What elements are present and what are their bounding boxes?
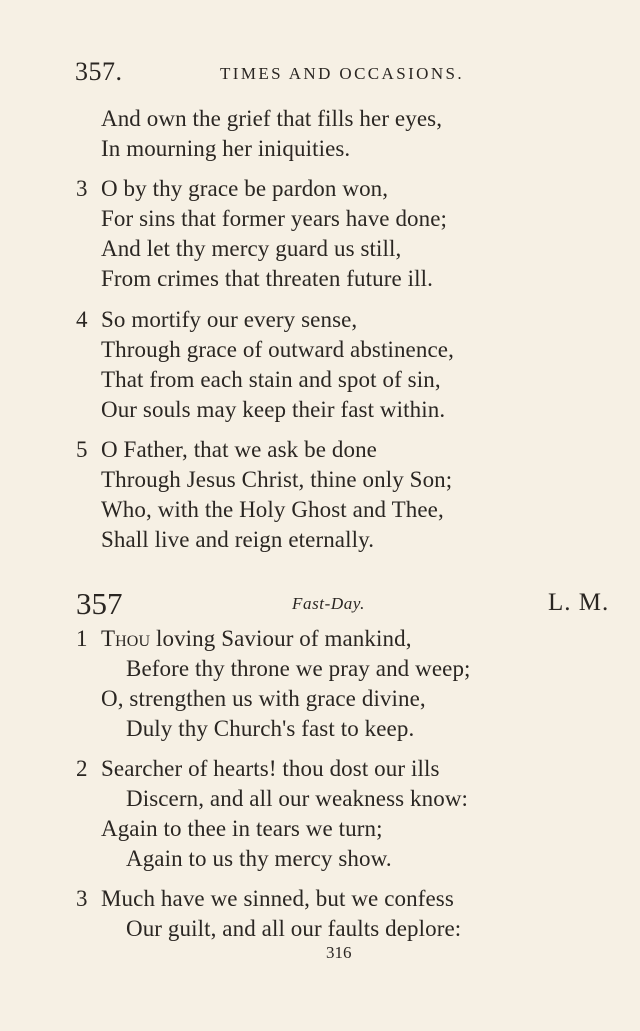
stanza-number: 1: [76, 626, 88, 651]
stanza-number: 2: [76, 756, 88, 781]
verse-line: Shall live and reign eternally.: [101, 527, 375, 552]
verse-line: And own the grief that fills her eyes,: [101, 106, 443, 131]
verse-line: And let thy mercy guard us still,: [101, 236, 402, 261]
verse-line: Our souls may keep their fast within.: [101, 397, 446, 422]
verse-line: Through Jesus Christ, thine only Son;: [101, 467, 453, 492]
verse-line: From crimes that threaten future ill.: [101, 266, 433, 291]
verse-line: O Father, that we ask be done: [101, 437, 377, 462]
hymn-title: Fast-Day.: [292, 594, 365, 613]
verse-line: O by thy grace be pardon won,: [101, 176, 389, 201]
verse-line: That from each stain and spot of sin,: [101, 367, 441, 392]
verse-line: Before thy throne we pray and weep;: [126, 656, 471, 681]
verse-line: For sins that former years have done;: [101, 206, 448, 231]
verse-line: Searcher of hearts! thou dost our ills: [101, 756, 440, 781]
stanza-number: 3: [76, 886, 88, 911]
verse-line: In mourning her iniquities.: [101, 136, 351, 161]
verse-line: Again to us thy mercy show.: [126, 846, 392, 871]
page-number: 316: [326, 943, 352, 962]
verse-line: Through grace of outward abstinence,: [101, 337, 454, 362]
running-head-number: 357.: [75, 57, 123, 86]
running-head-title: TIMES AND OCCASIONS.: [220, 64, 464, 83]
verse-line: [101, 626, 412, 652]
first-word: Thou: [101, 626, 151, 651]
stanza-number: 5: [76, 437, 88, 462]
verse-line: Who, with the Holy Ghost and Thee,: [101, 497, 444, 522]
verse-line: Again to thee in tears we turn;: [101, 816, 383, 841]
verse-line: Much have we sinned, but we confess: [101, 886, 454, 911]
hymn-number: 357: [76, 586, 123, 621]
stanza-number: 3: [76, 176, 88, 201]
verse-line: So mortify our every sense,: [101, 307, 358, 332]
stanza-number: 4: [76, 307, 88, 332]
verse-line: O, strengthen us with grace divine,: [101, 686, 426, 711]
verse-line: Our guilt, and all our faults deplore:: [126, 916, 462, 941]
hymn-meter: L. M.: [548, 589, 610, 616]
first-line-rest: loving Saviour of mankind,: [150, 626, 412, 651]
verse-line: Discern, and all our weakness know:: [126, 786, 469, 811]
verse-line: Duly thy Church's fast to keep.: [126, 716, 415, 741]
